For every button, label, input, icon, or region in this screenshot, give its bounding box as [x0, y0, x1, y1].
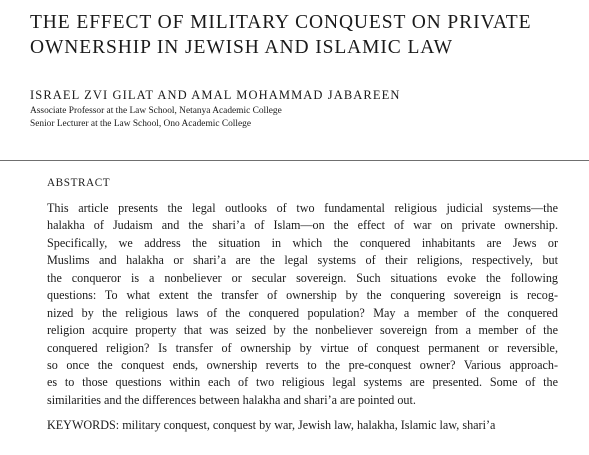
abstract-line: nized by the religious laws of the conquered population? May a member of the conquered [47, 305, 558, 320]
article-title-line-2: OWNERSHIP IN JEWISH AND ISLAMIC LAW [30, 37, 453, 58]
abstract-line: halakha of Judaism and the shari’a of Islam—on the effect of war on private ownership. [47, 218, 558, 233]
affiliation-1: Associate Professor at the Law School, Netanya Academic College [30, 106, 282, 116]
abstract-text [47, 200, 558, 409]
abstract-line: Specifically, we address the situation in which the conquered inhabitants are Jews or [47, 235, 558, 250]
abstract-line: so once the conquest ends, ownership reverts to the pre-conquest owner? Various approach- [47, 357, 558, 372]
abstract-line: es to those questions within each of two religious legal systems are presented. Some of the [47, 375, 558, 390]
abstract-line: the conqueror is a nonbeliever or secular sovereign. Such situations evoke the following [47, 270, 558, 285]
abstract-line: Muslims and halakha or shari’a are the legal systems of their religions, respectively, but [47, 253, 558, 268]
abstract-line: religion acquire property that was seized by the nonbeliever sovereign from a member of the [47, 323, 558, 338]
abstract-heading: ABSTRACT [47, 177, 111, 189]
article-title [30, 10, 570, 60]
article-title-line-1: THE EFFECT OF MILITARY CONQUEST ON PRIVATE [30, 12, 532, 33]
abstract-line: questions: To what extent the transfer of ownership by the conquering sovereign is recog- [47, 288, 558, 303]
author-affiliations [30, 105, 282, 130]
abstract-line: This article presents the legal outlooks of two fundamental religious judicial systems—the [47, 201, 558, 215]
section-divider [0, 160, 589, 161]
abstract-line: conquered religion? Is transfer of ownership by virtue of conquest permanent or reversible, [47, 340, 558, 355]
author-names: ISRAEL ZVI GILAT AND AMAL MOHAMMAD JABAREEN [30, 88, 401, 102]
abstract-line: similarities and the differences between halakha and shari’a are pointed out. [47, 392, 416, 407]
affiliation-2: Senior Lecturer at the Law School, Ono Academic College [30, 118, 252, 129]
keywords-line: KEYWORDS: military conquest, conquest by war, Jewish law, halakha, Islamic law, shari’a [47, 418, 496, 432]
